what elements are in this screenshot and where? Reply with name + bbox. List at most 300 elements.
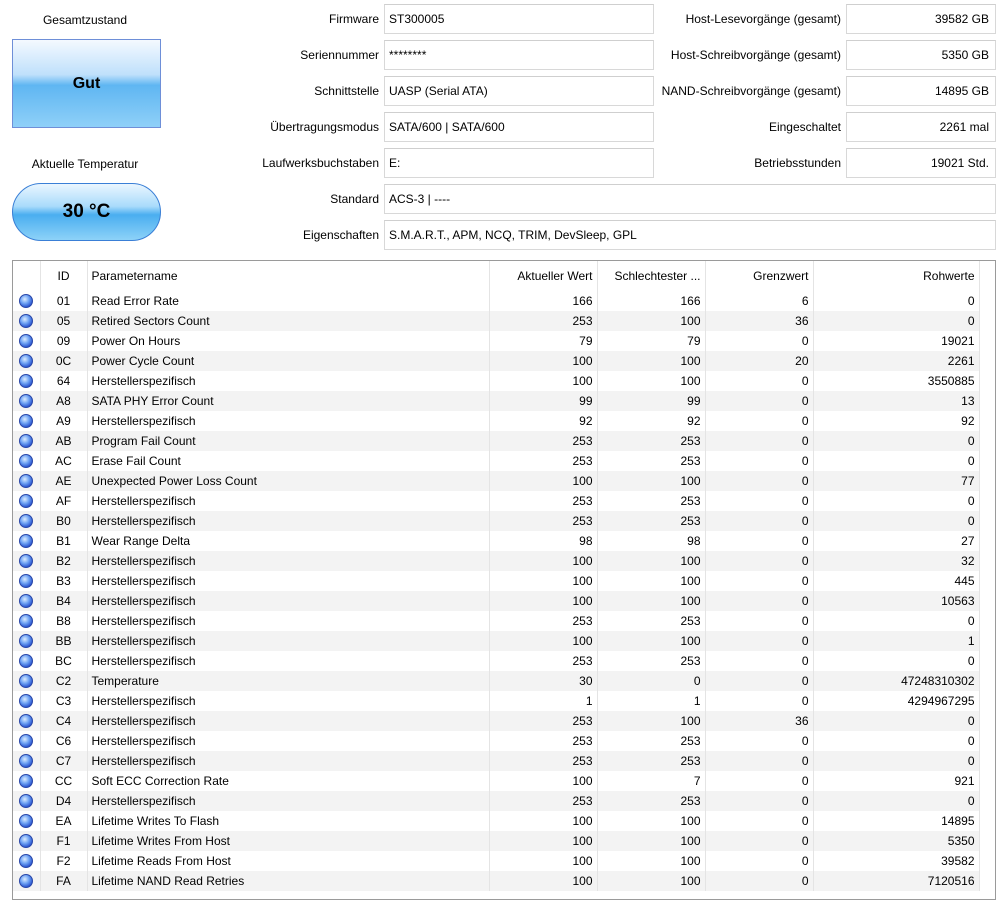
status-dot-icon [19, 734, 33, 748]
col-header-id[interactable]: ID [40, 261, 87, 291]
attr-raw: 3550885 [813, 371, 979, 391]
attr-name: Herstellerspezifisch [87, 751, 489, 771]
col-header-raw[interactable]: Rohwerte [813, 261, 979, 291]
info-left-label: Übertragungsmodus [270, 120, 379, 134]
attr-threshold: 0 [705, 751, 813, 771]
table-row[interactable] [13, 811, 979, 831]
status-cell [13, 851, 40, 871]
attr-current: 253 [489, 431, 597, 451]
attr-id: EA [40, 811, 87, 831]
attr-current: 100 [489, 571, 597, 591]
attr-name: Temperature [87, 671, 489, 691]
attr-current: 253 [489, 451, 597, 471]
attr-raw: 0 [813, 611, 979, 631]
attr-raw: 2261 [813, 351, 979, 371]
status-dot-icon [19, 314, 33, 328]
table-row[interactable] [13, 691, 979, 711]
attr-raw: 0 [813, 491, 979, 511]
attr-threshold: 36 [705, 311, 813, 331]
table-row[interactable] [13, 831, 979, 851]
table-row[interactable] [13, 351, 979, 371]
table-row[interactable] [13, 451, 979, 471]
attr-raw: 7120516 [813, 871, 979, 891]
attr-current: 30 [489, 671, 597, 691]
info-right-label: Eingeschaltet [768, 120, 841, 134]
attr-name: Herstellerspezifisch [87, 711, 489, 731]
info-left-label: Schnittstelle [314, 84, 379, 98]
attr-id: AC [40, 451, 87, 471]
attr-name: Herstellerspezifisch [87, 691, 489, 711]
attr-threshold: 0 [705, 451, 813, 471]
attr-threshold: 0 [705, 491, 813, 511]
table-row[interactable] [13, 571, 979, 591]
attr-raw: 4294967295 [813, 691, 979, 711]
attr-worst: 100 [597, 371, 705, 391]
status-cell [13, 771, 40, 791]
table-row[interactable] [13, 871, 979, 891]
attr-worst: 100 [597, 631, 705, 651]
attr-current: 166 [489, 291, 597, 311]
attr-threshold: 0 [705, 331, 813, 351]
attr-raw: 0 [813, 651, 979, 671]
attr-threshold: 0 [705, 551, 813, 571]
attr-name: Herstellerspezifisch [87, 731, 489, 751]
attr-threshold: 0 [705, 511, 813, 531]
info-wide-label: Standard [330, 192, 379, 206]
attr-current: 100 [489, 871, 597, 891]
attr-name: Retired Sectors Count [87, 311, 489, 331]
info-wide-label: Eigenschaften [302, 228, 379, 242]
info-right-label: Host-Schreibvorgänge (gesamt) [670, 48, 841, 62]
attr-current: 253 [489, 751, 597, 771]
attr-raw: 27 [813, 531, 979, 551]
attr-worst: 253 [597, 651, 705, 671]
table-header [13, 261, 979, 291]
attr-worst: 100 [597, 471, 705, 491]
status-dot-icon [19, 754, 33, 768]
status-cell [13, 451, 40, 471]
temperature-title: Aktuelle Temperatur [31, 157, 139, 171]
attr-current: 253 [489, 611, 597, 631]
status-cell [13, 291, 40, 311]
attr-name: Herstellerspezifisch [87, 491, 489, 511]
col-header-name[interactable]: Parametername [87, 261, 489, 291]
attr-raw: 0 [813, 791, 979, 811]
attr-name: Power On Hours [87, 331, 489, 351]
attr-worst: 253 [597, 611, 705, 631]
attr-id: 0C [40, 351, 87, 371]
attr-raw: 921 [813, 771, 979, 791]
status-cell [13, 431, 40, 451]
attr-id: D4 [40, 791, 87, 811]
info-right-label: Host-Lesevorgänge (gesamt) [685, 12, 841, 26]
attr-raw: 0 [813, 751, 979, 771]
table-row[interactable] [13, 511, 979, 531]
status-cell [13, 811, 40, 831]
attr-id: B4 [40, 591, 87, 611]
info-right-value[interactable]: 14895 GB [846, 76, 996, 106]
attr-threshold: 0 [705, 851, 813, 871]
status-cell [13, 791, 40, 811]
attr-current: 100 [489, 811, 597, 831]
info-right-value[interactable]: 39582 GB [846, 4, 996, 34]
status-cell [13, 831, 40, 851]
table-row[interactable] [13, 651, 979, 671]
status-cell [13, 471, 40, 491]
info-left-value[interactable]: ST300005 [384, 4, 654, 34]
attr-raw: 0 [813, 291, 979, 311]
attr-current: 253 [489, 491, 597, 511]
attr-worst: 253 [597, 511, 705, 531]
attr-current: 100 [489, 591, 597, 611]
status-dot-icon [19, 654, 33, 668]
attr-raw: 10563 [813, 591, 979, 611]
table-row[interactable] [13, 391, 979, 411]
table-row[interactable] [13, 731, 979, 751]
attr-worst: 100 [597, 571, 705, 591]
attr-raw: 19021 [813, 331, 979, 351]
attr-threshold: 0 [705, 571, 813, 591]
attr-id: C6 [40, 731, 87, 751]
attr-raw: 0 [813, 711, 979, 731]
info-left-value[interactable]: UASP (Serial ATA) [384, 76, 654, 106]
table-row[interactable] [13, 431, 979, 451]
attr-current: 253 [489, 731, 597, 751]
table-row[interactable] [13, 611, 979, 631]
attr-name: Herstellerspezifisch [87, 371, 489, 391]
table-row[interactable] [13, 631, 979, 651]
attr-name: Herstellerspezifisch [87, 791, 489, 811]
status-dot-icon [19, 334, 33, 348]
status-cell [13, 611, 40, 631]
status-dot-icon [19, 794, 33, 808]
attr-threshold: 6 [705, 291, 813, 311]
attr-current: 253 [489, 511, 597, 531]
attr-worst: 166 [597, 291, 705, 311]
attr-worst: 253 [597, 731, 705, 751]
attr-raw: 13 [813, 391, 979, 411]
info-left-value[interactable]: E: [384, 148, 654, 178]
table-row[interactable] [13, 311, 979, 331]
status-dot-icon [19, 534, 33, 548]
attr-threshold: 0 [705, 691, 813, 711]
attr-worst: 253 [597, 491, 705, 511]
status-cell [13, 491, 40, 511]
table-row[interactable] [13, 491, 979, 511]
status-dot-icon [19, 814, 33, 828]
attr-worst: 100 [597, 711, 705, 731]
attr-id: C2 [40, 671, 87, 691]
health-title: Gesamtzustand [42, 13, 128, 27]
attr-name: SATA PHY Error Count [87, 391, 489, 411]
attr-name: Erase Fail Count [87, 451, 489, 471]
attr-id: 01 [40, 291, 87, 311]
table-row[interactable] [13, 471, 979, 491]
attr-name: Read Error Rate [87, 291, 489, 311]
attr-name: Herstellerspezifisch [87, 411, 489, 431]
table-row[interactable] [13, 411, 979, 431]
attr-worst: 100 [597, 871, 705, 891]
status-dot-icon [19, 354, 33, 368]
table-row[interactable] [13, 551, 979, 571]
table-row[interactable] [13, 671, 979, 691]
attr-id: BB [40, 631, 87, 651]
status-cell [13, 331, 40, 351]
attr-id: AE [40, 471, 87, 491]
status-cell [13, 651, 40, 671]
attr-id: A8 [40, 391, 87, 411]
attr-worst: 98 [597, 531, 705, 551]
status-cell [13, 671, 40, 691]
status-dot-icon [19, 774, 33, 788]
attr-id: C3 [40, 691, 87, 711]
info-right-label: NAND-Schreibvorgänge (gesamt) [661, 84, 841, 98]
status-dot-icon [19, 414, 33, 428]
attr-name: Lifetime Writes To Flash [87, 811, 489, 831]
info-right-value[interactable]: 5350 GB [846, 40, 996, 70]
attr-current: 1 [489, 691, 597, 711]
status-dot-icon [19, 454, 33, 468]
attr-raw: 0 [813, 451, 979, 471]
status-dot-icon [19, 674, 33, 688]
table-row[interactable] [13, 371, 979, 391]
info-wide-value[interactable]: S.M.A.R.T., APM, NCQ, TRIM, DevSleep, GPL [384, 220, 996, 250]
status-cell [13, 411, 40, 431]
attr-id: B0 [40, 511, 87, 531]
attr-id: B3 [40, 571, 87, 591]
attr-current: 100 [489, 551, 597, 571]
status-cell [13, 711, 40, 731]
status-cell [13, 551, 40, 571]
status-dot-icon [19, 854, 33, 868]
attr-current: 100 [489, 371, 597, 391]
attr-current: 99 [489, 391, 597, 411]
attr-threshold: 20 [705, 351, 813, 371]
attr-id: B8 [40, 611, 87, 631]
status-cell [13, 751, 40, 771]
attr-worst: 100 [597, 311, 705, 331]
status-dot-icon [19, 834, 33, 848]
attr-name: Program Fail Count [87, 431, 489, 451]
attr-name: Wear Range Delta [87, 531, 489, 551]
col-header-current[interactable]: Aktueller Wert [489, 261, 597, 291]
attr-current: 100 [489, 771, 597, 791]
attr-current: 100 [489, 851, 597, 871]
info-left-value[interactable]: SATA/600 | SATA/600 [384, 112, 654, 142]
status-cell [13, 591, 40, 611]
status-dot-icon [19, 874, 33, 888]
attr-name: Power Cycle Count [87, 351, 489, 371]
attr-id: BC [40, 651, 87, 671]
status-dot-icon [19, 634, 33, 648]
attr-id: 09 [40, 331, 87, 351]
attr-id: C7 [40, 751, 87, 771]
attr-worst: 253 [597, 451, 705, 471]
info-wide-value[interactable]: ACS-3 | ---- [384, 184, 996, 214]
attr-id: AB [40, 431, 87, 451]
attr-threshold: 0 [705, 871, 813, 891]
attr-threshold: 0 [705, 671, 813, 691]
info-left-label: Laufwerksbuchstaben [262, 156, 379, 170]
status-cell [13, 871, 40, 891]
attr-id: C4 [40, 711, 87, 731]
attr-current: 92 [489, 411, 597, 431]
attr-name: Herstellerspezifisch [87, 651, 489, 671]
attr-raw: 0 [813, 431, 979, 451]
attr-name: Lifetime Writes From Host [87, 831, 489, 851]
status-cell [13, 311, 40, 331]
status-dot-icon [19, 374, 33, 388]
status-dot-icon [19, 614, 33, 628]
attr-threshold: 0 [705, 651, 813, 671]
attr-raw: 5350 [813, 831, 979, 851]
attr-id: B2 [40, 551, 87, 571]
status-cell [13, 631, 40, 651]
attr-name: Herstellerspezifisch [87, 611, 489, 631]
col-header-threshold[interactable]: Grenzwert [705, 261, 813, 291]
status-cell [13, 371, 40, 391]
table-row[interactable] [13, 331, 979, 351]
status-cell [13, 571, 40, 591]
smart-attribute-table[interactable] [12, 260, 996, 900]
status-cell [13, 691, 40, 711]
col-header-worst[interactable]: Schlechtester ... [597, 261, 705, 291]
attr-id: FA [40, 871, 87, 891]
info-right-label: Betriebsstunden [754, 156, 841, 170]
attr-name: Herstellerspezifisch [87, 591, 489, 611]
attr-name: Unexpected Power Loss Count [87, 471, 489, 491]
attr-current: 253 [489, 311, 597, 331]
attr-worst: 92 [597, 411, 705, 431]
attr-raw: 1 [813, 631, 979, 651]
status-dot-icon [19, 594, 33, 608]
status-dot-icon [19, 514, 33, 528]
attr-worst: 99 [597, 391, 705, 411]
attr-raw: 39582 [813, 851, 979, 871]
status-dot-icon [19, 474, 33, 488]
attr-raw: 0 [813, 731, 979, 751]
attr-worst: 253 [597, 791, 705, 811]
status-cell [13, 351, 40, 371]
attr-current: 253 [489, 791, 597, 811]
attr-raw: 0 [813, 311, 979, 331]
table-row[interactable] [13, 851, 979, 871]
attr-worst: 100 [597, 591, 705, 611]
attr-worst: 100 [597, 811, 705, 831]
attr-threshold: 0 [705, 811, 813, 831]
table-row[interactable] [13, 591, 979, 611]
info-right-value[interactable]: 2261 mal [846, 112, 996, 142]
attr-name: Soft ECC Correction Rate [87, 771, 489, 791]
attr-raw: 92 [813, 411, 979, 431]
attr-current: 100 [489, 631, 597, 651]
status-dot-icon [19, 494, 33, 508]
attr-id: B1 [40, 531, 87, 551]
attr-current: 79 [489, 331, 597, 351]
attr-id: F1 [40, 831, 87, 851]
status-dot-icon [19, 294, 33, 308]
attr-name: Herstellerspezifisch [87, 551, 489, 571]
info-left-value[interactable]: ******** [384, 40, 654, 70]
table-row[interactable] [13, 711, 979, 731]
info-right-value[interactable]: 19021 Std. [846, 148, 996, 178]
status-dot-icon [19, 694, 33, 708]
status-cell [13, 731, 40, 751]
status-dot-icon [19, 554, 33, 568]
attr-raw: 32 [813, 551, 979, 571]
attr-id: AF [40, 491, 87, 511]
attr-threshold: 0 [705, 611, 813, 631]
attr-raw: 47248310302 [813, 671, 979, 691]
attr-threshold: 0 [705, 591, 813, 611]
table-row[interactable] [13, 751, 979, 771]
attr-id: 05 [40, 311, 87, 331]
table-row[interactable] [13, 771, 979, 791]
attr-id: 64 [40, 371, 87, 391]
attr-threshold: 0 [705, 731, 813, 751]
info-left-label: Firmware [329, 12, 379, 26]
temperature-button[interactable]: 30 °C [12, 183, 161, 241]
attr-threshold: 0 [705, 631, 813, 651]
attr-worst: 100 [597, 851, 705, 871]
attr-id: F2 [40, 851, 87, 871]
col-header-status[interactable] [13, 261, 40, 291]
attr-raw: 0 [813, 511, 979, 531]
attr-name: Herstellerspezifisch [87, 511, 489, 531]
attr-worst: 100 [597, 831, 705, 851]
attr-worst: 253 [597, 751, 705, 771]
info-left-label: Seriennummer [300, 48, 379, 62]
attr-threshold: 0 [705, 831, 813, 851]
attr-name: Herstellerspezifisch [87, 631, 489, 651]
status-cell [13, 511, 40, 531]
attr-threshold: 0 [705, 471, 813, 491]
attr-current: 253 [489, 651, 597, 671]
status-dot-icon [19, 574, 33, 588]
attr-worst: 79 [597, 331, 705, 351]
attr-worst: 7 [597, 771, 705, 791]
attr-threshold: 0 [705, 391, 813, 411]
table-row[interactable] [13, 531, 979, 551]
attr-threshold: 0 [705, 531, 813, 551]
attr-worst: 100 [597, 351, 705, 371]
attr-raw: 14895 [813, 811, 979, 831]
attr-name: Lifetime NAND Read Retries [87, 871, 489, 891]
attr-threshold: 0 [705, 791, 813, 811]
table-row[interactable] [13, 291, 979, 311]
attr-worst: 100 [597, 551, 705, 571]
attr-worst: 0 [597, 671, 705, 691]
attr-name: Lifetime Reads From Host [87, 851, 489, 871]
attr-id: A9 [40, 411, 87, 431]
status-dot-icon [19, 434, 33, 448]
attr-current: 253 [489, 711, 597, 731]
attr-current: 100 [489, 351, 597, 371]
attr-raw: 445 [813, 571, 979, 591]
table-row[interactable] [13, 791, 979, 811]
status-cell [13, 531, 40, 551]
attr-threshold: 36 [705, 711, 813, 731]
attr-worst: 253 [597, 431, 705, 451]
attr-worst: 1 [597, 691, 705, 711]
attr-id: CC [40, 771, 87, 791]
attr-current: 100 [489, 831, 597, 851]
status-dot-icon [19, 714, 33, 728]
health-status-button[interactable]: Gut [12, 39, 161, 128]
attr-threshold: 0 [705, 771, 813, 791]
status-cell [13, 391, 40, 411]
attr-threshold: 0 [705, 431, 813, 451]
